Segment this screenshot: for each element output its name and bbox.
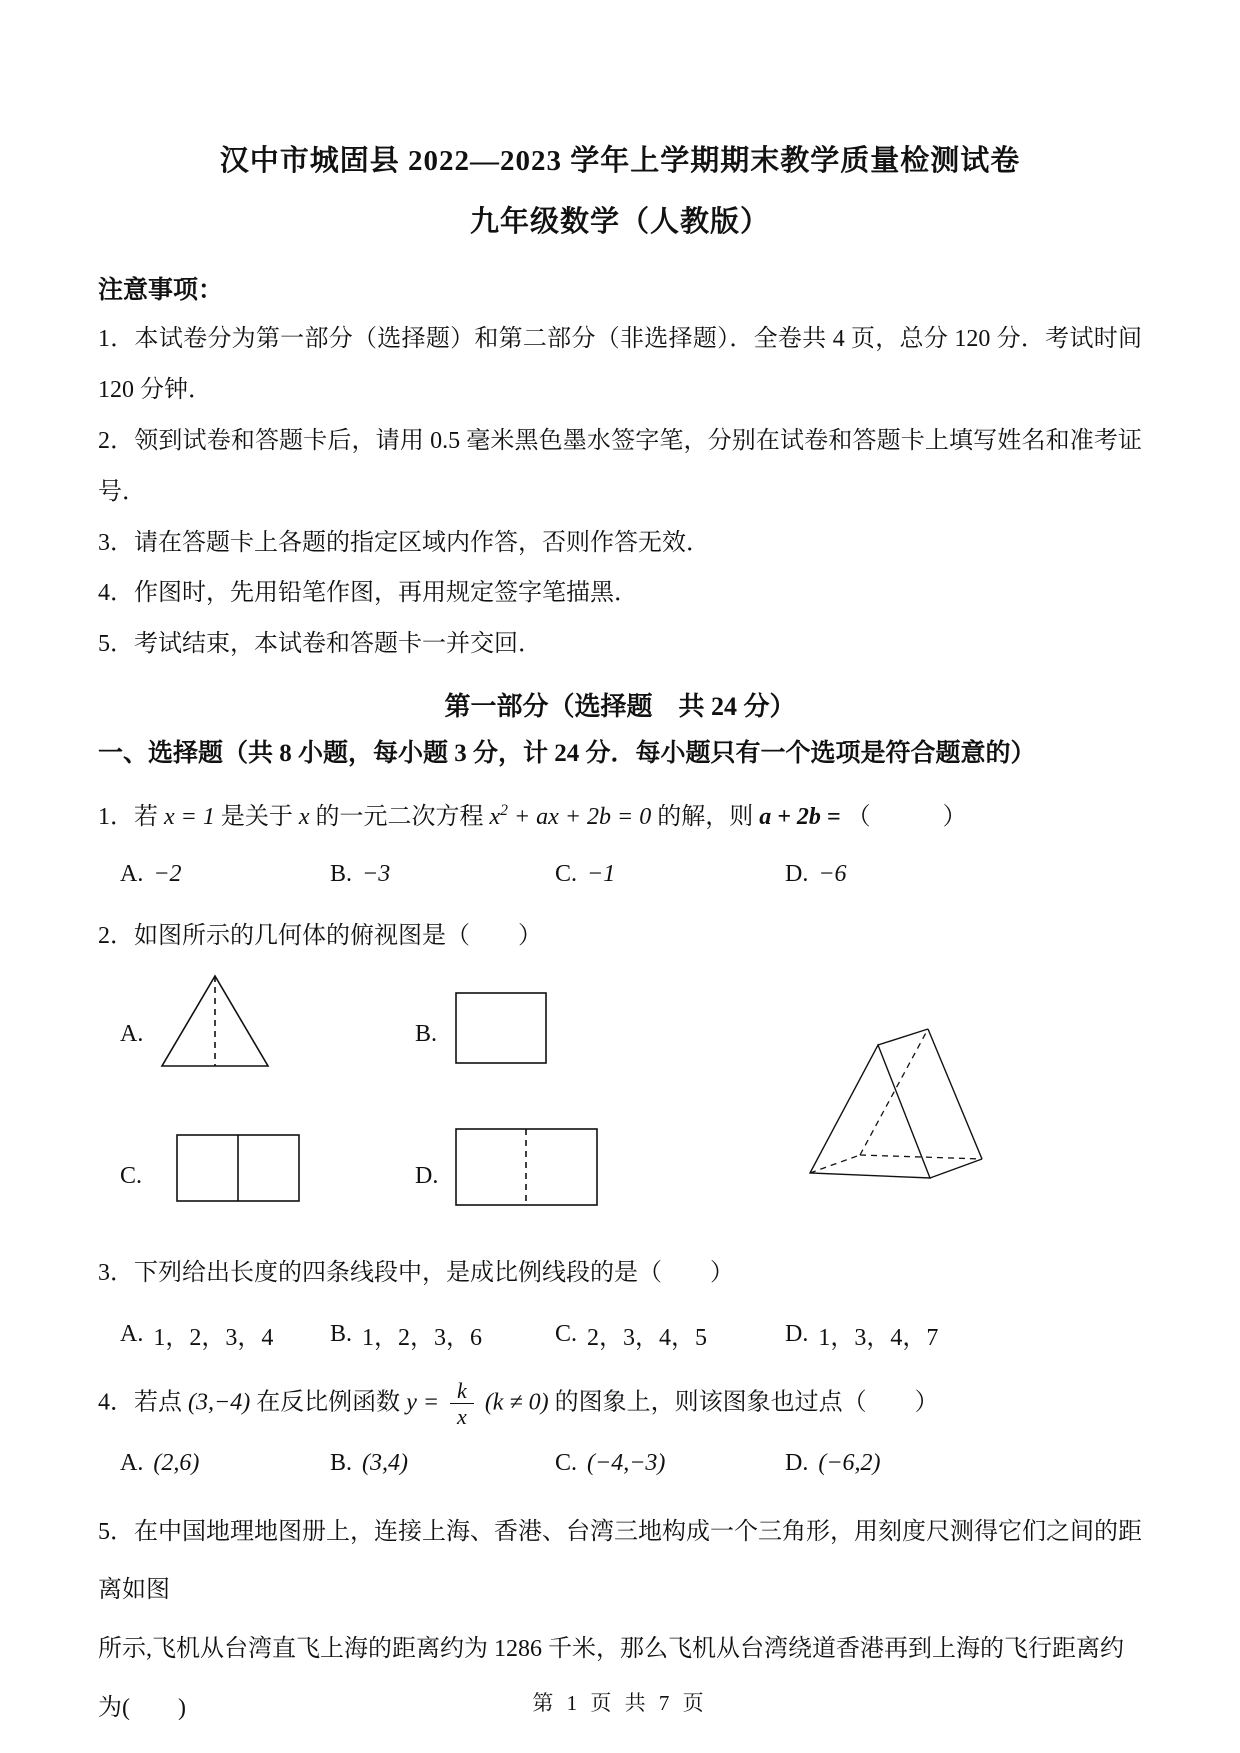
q1-math-equation: $x^2$ + ax + 2b = 0 xyxy=(489,802,652,831)
page-footer: 第 1 页 共 7 页 xyxy=(532,1691,708,1715)
option-c: C. 2，3，4，5 xyxy=(555,1320,708,1351)
q4-stem xyxy=(98,1378,1142,1430)
q4-options xyxy=(98,1450,1142,1477)
q1-text: 的一元二次方程 xyxy=(315,804,484,831)
option-b: B. −3 xyxy=(330,860,391,887)
part-heading: 第一部分（选择题 共 24 分） xyxy=(444,692,796,722)
option-c: C. −1 xyxy=(555,860,616,887)
option-c: C. (−4,−3) xyxy=(555,1449,666,1476)
option-d: D. −6 xyxy=(785,860,847,887)
q1-stem xyxy=(98,795,1142,841)
notice-heading: 注意事项： xyxy=(98,277,224,304)
q2-stem: 2．如图所示的几何体的俯视图是（ ） xyxy=(98,922,542,949)
question-3 xyxy=(98,1251,1142,1352)
dashed-rectangle-topview-figure xyxy=(454,1127,599,1207)
option-b: B. 1，2，3，6 xyxy=(330,1320,483,1351)
q1-text: 的解，则 xyxy=(657,804,754,831)
split-rectangle-topview-figure xyxy=(175,1133,301,1203)
q5-line-1: 5．在中国地理地图册上，连接上海、香港、台湾三地构成一个三角形，用刻度尺测得它们之间的距离如图 xyxy=(98,1518,1142,1604)
q3-stem: 3．下列给出长度的四条线段中，是成比例线段的是（ ） xyxy=(98,1260,734,1287)
notice-item-2: 2．领到试卷和答题卡后，请用 0.5 毫米黑色墨水签字笔，分别在试卷和答题卡上填写姓名和准考证号． xyxy=(98,427,1142,505)
option-a: A. −2 xyxy=(120,860,182,887)
q1-math-x: x xyxy=(298,804,310,831)
section-heading: 一、选择题（共 8 小题，每小题 3 分，计 24 分．每小题只有一个选项是符合题意的） xyxy=(98,740,1036,768)
notice-item-3: 3．请在答题卡上各题的指定区域内作答，否则作答无效． xyxy=(98,529,710,556)
q2-figures xyxy=(98,963,1142,1225)
question-2 xyxy=(98,914,1142,1226)
q1-answer-paren: （ ） xyxy=(846,804,967,831)
option-d: D. 1，3，4，7 xyxy=(785,1320,939,1351)
triangular-prism-3d-figure xyxy=(798,1023,990,1185)
rectangle-topview-figure xyxy=(454,991,548,1065)
notice-item-5: 5．考试结束，本试卷和答题卡一并交回． xyxy=(98,631,542,658)
q4-text: 4．若点 xyxy=(98,1389,182,1416)
option-d: D. (−6,2) xyxy=(785,1449,881,1476)
option-a: A. 1，2，3，4 xyxy=(120,1320,274,1351)
q3-options xyxy=(98,1317,1142,1352)
q1-text: 1．若 xyxy=(98,804,158,831)
q4-text: 在反比例函数 xyxy=(256,1389,401,1416)
q2-figure-label-d: D. xyxy=(415,1163,439,1190)
question-4 xyxy=(98,1378,1142,1477)
q2-figure-label-a: A. xyxy=(120,1021,144,1048)
q2-figure-label-b: B. xyxy=(415,1021,438,1048)
q4-text: 的图象上，则该图象也过点（ ） xyxy=(554,1389,939,1416)
q4-math-point: (3,−4) xyxy=(188,1389,251,1416)
option-a: A. (2,6) xyxy=(120,1449,200,1476)
q2-figure-label-c: C. xyxy=(120,1163,143,1190)
question-1 xyxy=(98,795,1142,888)
q1-options xyxy=(98,861,1142,888)
q1-math-a-plus-2b: a + 2b = xyxy=(759,804,841,831)
page-subtitle: 九年级数学（人教版） xyxy=(469,206,770,238)
q4-math-condition: (k ≠ 0) xyxy=(484,1389,549,1416)
q4-fraction-k-over-x: $\frac{k}{x}$ xyxy=(450,1378,474,1430)
q4-math-y-equals: y = xyxy=(406,1389,440,1416)
option-b: B. (3,4) xyxy=(330,1449,408,1476)
q5-line-2: 所示,飞机从台湾直飞上海的距离约为 1286 千米，那么飞机从台湾绕道香港再到上海的飞行距离约为( ) xyxy=(98,1636,1124,1721)
notice-item-1: 1．本试卷分为第一部分（选择题）和第二部分（非选择题）．全卷共 4 页，总分 120 分．考试时间 120 分钟． xyxy=(98,326,1142,403)
page-title: 汉中市城固县 2022—2023 学年上学期期末教学质量检测试卷 xyxy=(219,145,1021,177)
q1-text: 是关于 xyxy=(220,804,293,831)
notice-item-4: 4．作图时，先用铅笔作图，再用规定签字笔描黑． xyxy=(98,580,638,607)
triangle-topview-figure xyxy=(158,971,272,1071)
q1-math-x-eq-1: x = 1 xyxy=(164,804,215,831)
